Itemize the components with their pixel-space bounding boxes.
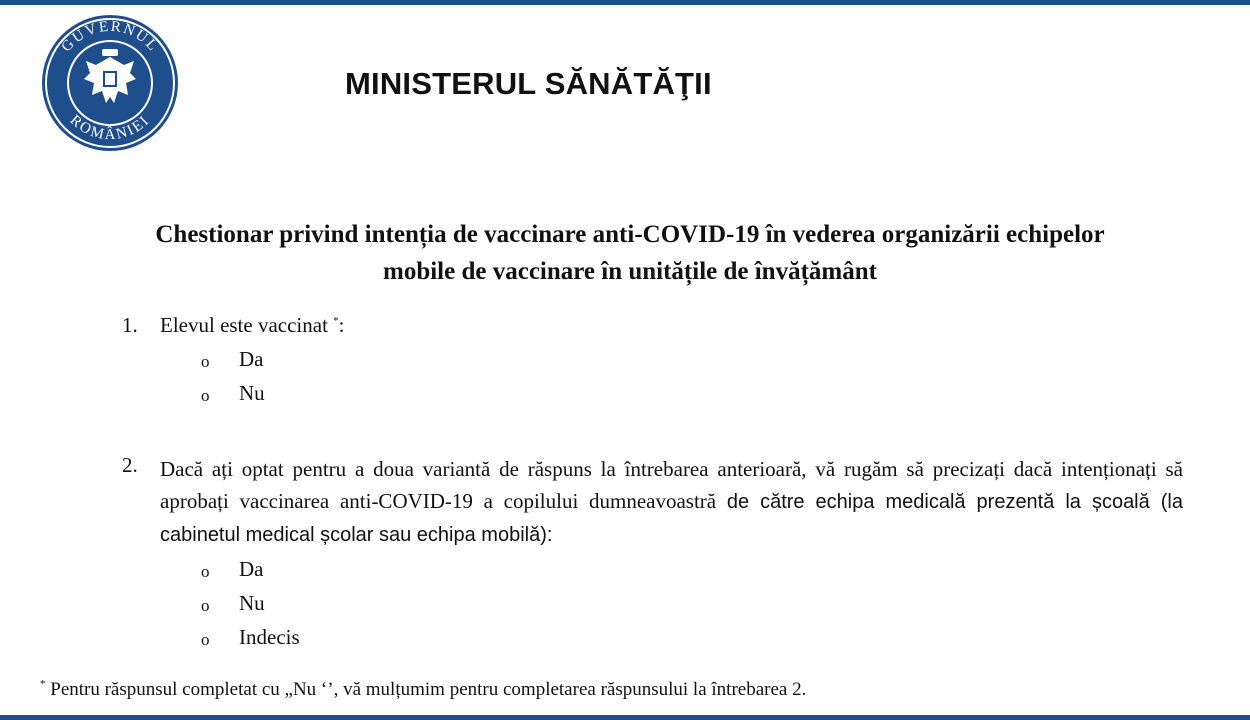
option-bullet: o — [201, 386, 210, 405]
title-line-2: mobile de vaccinare în unitățile de învățământ — [383, 258, 877, 285]
question-2-option-da[interactable]: Da — [239, 557, 264, 581]
question-2-option-indecis[interactable]: Indecis — [239, 625, 300, 649]
svg-text:GUVERNUL: GUVERNUL — [58, 18, 162, 56]
option-bullet: o — [201, 596, 210, 615]
questionnaire-title — [60, 216, 1200, 290]
option-bullet: o — [201, 562, 210, 581]
question-1-number: 1. — [122, 313, 138, 337]
question-2-text: Dacă ați optat pentru a doua variantă de răspuns la întrebarea anterioară, vă rugăm să precizați dacă intenționați să aprobați vaccinarea anti-COVID-19 a copilului dumneavoastră de către echipa medicală prezentă la școală (la cabinetul medical școlar sau echipa mobilă): — [160, 457, 1183, 546]
option-bullet: o — [201, 352, 210, 371]
question-1-text: Elevul este vaccinat *: — [160, 313, 345, 337]
government-seal-icon — [40, 13, 180, 153]
ministry-title: MINISTERUL SĂNĂTĂŢII — [345, 66, 712, 101]
question-2-option-nu[interactable]: Nu — [239, 591, 265, 615]
top-border — [0, 0, 1250, 5]
question-1-option-da[interactable]: Da — [239, 347, 264, 371]
svg-text:ROMÂNIEI: ROMÂNIEI — [66, 112, 154, 144]
title-line-1: Chestionar privind intenția de vaccinare anti-COVID-19 în vederea organizării echipelor — [155, 221, 1105, 248]
option-bullet: o — [201, 630, 210, 649]
question-2-number: 2. — [122, 453, 138, 477]
footnote: * Pentru răspunsul completat cu „Nu ‘’, vă mulțumim pentru completarea răspunsului la întrebarea 2. — [40, 678, 807, 700]
bottom-border — [0, 715, 1250, 720]
question-1-option-nu[interactable]: Nu — [239, 381, 265, 405]
